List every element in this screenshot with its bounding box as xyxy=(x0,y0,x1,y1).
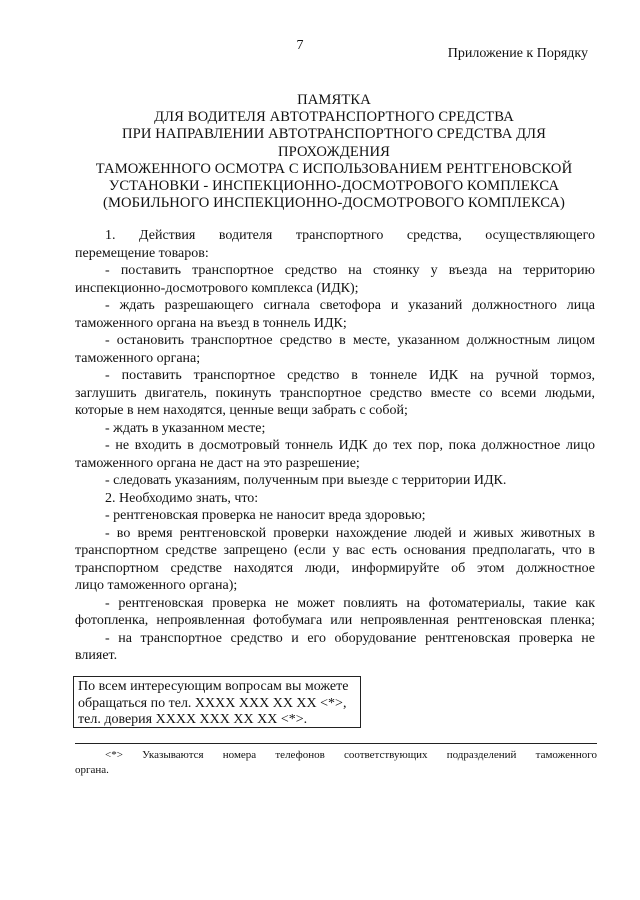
body-line: фотопленка, непроявленная фотобумага или непроявленная рентгеновская пленка; xyxy=(75,613,595,628)
body-line: таможенного органа; xyxy=(75,350,201,366)
list-item: - ждать разрешающего сигнала светофора и указаний должностного лица xyxy=(105,298,595,313)
list-item: - остановить транспортное средство в месте, указанном должностным лицом xyxy=(105,333,595,348)
footnote-line: органа. xyxy=(75,763,109,776)
list-item: - рентгеновская проверка не наносит вреда здоровью; xyxy=(105,508,426,523)
body-line: лицо таможенного органа); xyxy=(75,578,238,593)
body-line: влияет. xyxy=(75,648,118,663)
list-item: - во время рентгеновской проверки нахождение людей и живых животных в xyxy=(105,525,595,541)
body-line: транспортном средстве запрещено (если у вас есть основания предполагать, что в xyxy=(75,543,595,558)
contact-line: обращаться по тел. ХХХХ ХХХ ХХ ХХ <*>, xyxy=(78,695,347,711)
title-line: ДЛЯ ВОДИТЕЛЯ АВТОТРАНСПОРТНОГО СРЕДСТВА xyxy=(154,109,514,126)
title-line: ПАМЯТКА xyxy=(297,92,371,108)
list-item: - ждать в указанном месте; xyxy=(105,420,266,436)
section-1-heading: 1. Действия водителя транспортного средства, осуществляющего xyxy=(105,228,595,243)
appendix-label: Приложение к Порядку xyxy=(447,46,588,61)
footnote-divider xyxy=(75,743,597,744)
section-2-heading: 2. Необходимо знать, что: xyxy=(105,490,259,506)
page-number: 7 xyxy=(296,38,304,53)
body-line: перемещение товаров: xyxy=(75,245,209,261)
list-item: - следовать указаниям, полученным при выезде с территории ИДК. xyxy=(105,473,507,488)
list-item: - не входить в досмотровый тоннель ИДК до тех пор, пока должностное лицо xyxy=(105,438,595,453)
body-line: транспортном средстве находятся люди, информируйте об этом должностное xyxy=(75,560,595,576)
memo-body xyxy=(75,227,595,665)
title-line: УСТАНОВКИ - ИНСПЕКЦИОННО-ДОСМОТРОВОГО КОМПЛЕКСА xyxy=(108,178,560,195)
body-line: таможенного органа на въезд в тоннель ИДК; xyxy=(75,315,347,331)
title-line: (МОБИЛЬНОГО ИНСПЕКЦИОННО-ДОСМОТРОВОГО КОМПЛЕКСА) xyxy=(102,195,566,212)
body-line: которые в нем находятся, ценные вещи забрать с собой; xyxy=(75,403,408,418)
footnote-line: <*> Указываются номера телефонов соответствующих подразделений таможенного xyxy=(105,749,597,761)
list-item: - рентгеновская проверка не может повлиять на фотоматериалы, такие как xyxy=(105,595,595,611)
list-item: - поставить транспортное средство на стоянку у въезда на территорию xyxy=(105,263,595,278)
footnote xyxy=(75,748,597,777)
list-item: - на транспортное средство и его оборудование рентгеновская проверка не xyxy=(105,630,595,646)
body-line: таможенного органа не даст на это разрешение; xyxy=(75,455,360,471)
title-line: ТАМОЖЕННОГО ОСМОТРА С ИСПОЛЬЗОВАНИЕМ РЕНТГЕНОВСКОЙ xyxy=(95,160,573,177)
contact-line: По всем интересующим вопросам вы можете xyxy=(78,679,349,694)
document-title xyxy=(60,92,608,212)
list-item: - поставить транспортное средство в тоннеле ИДК на ручной тормоз, xyxy=(105,368,595,383)
contact-line: тел. доверия ХХХХ ХХХ ХХ ХХ <*>. xyxy=(78,712,308,727)
contact-info-box xyxy=(73,676,361,728)
body-line: инспекционно-досмотрового комплекса (ИДК); xyxy=(75,280,359,296)
body-line: заглушить двигатель, покинуть транспортное средство вместе со всеми людьми, xyxy=(75,385,595,401)
title-line: ПРИ НАПРАВЛЕНИИ АВТОТРАНСПОРТНОГО СРЕДСТВА ДЛЯ xyxy=(121,126,546,143)
title-line: ПРОХОЖДЕНИЯ xyxy=(277,143,391,160)
